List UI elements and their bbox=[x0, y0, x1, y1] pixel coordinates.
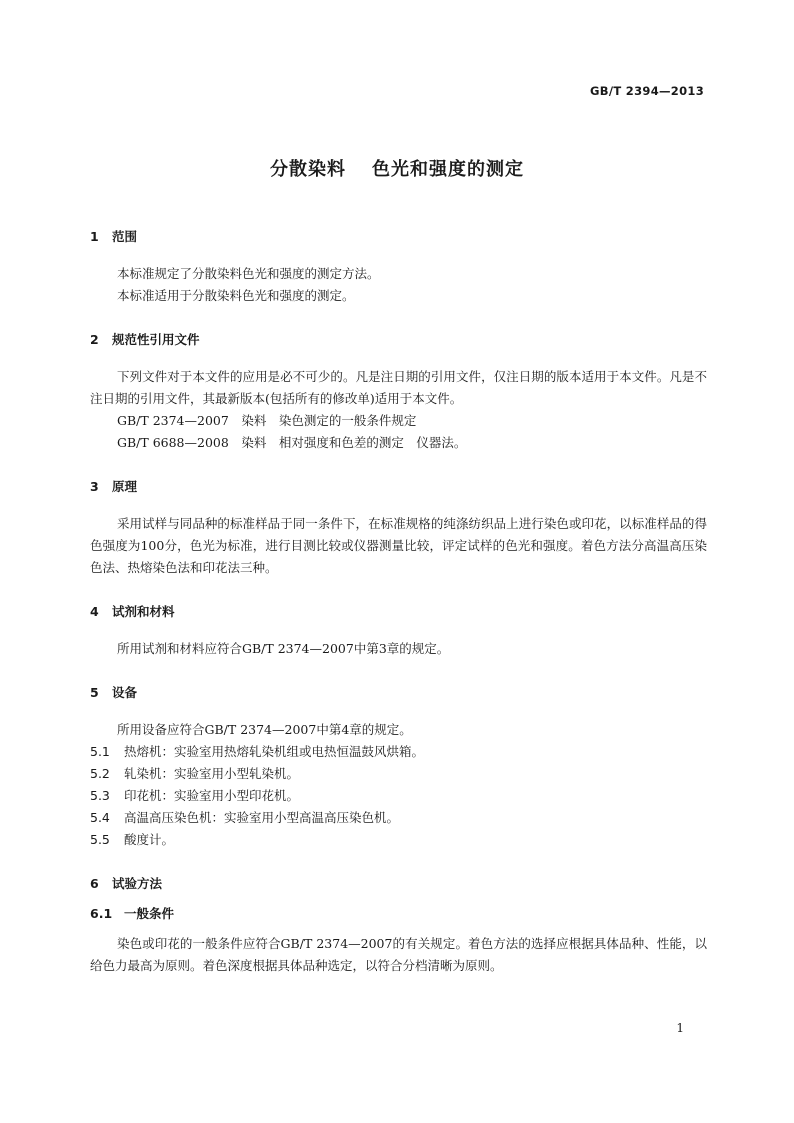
item-number: 5.1 bbox=[90, 744, 110, 759]
document-body bbox=[90, 226, 707, 977]
item-number: 5.5 bbox=[90, 832, 110, 847]
paragraph: 本标准适用于分散染料色光和强度的测定。 bbox=[117, 288, 355, 303]
paragraph: 染色或印花的一般条件应符合GB/T 2374—2007的有关规定。着色方法的选择应根据具体品种、性能，以给色力最高为原则。着色深度根据具体品种选定，以符合分档清晰为原则。 bbox=[90, 936, 707, 973]
page-number: 1 bbox=[676, 1021, 684, 1035]
reference-item: GB/T 6688—2008 染料 相对强度和色差的测定 仪器法。 bbox=[117, 435, 467, 450]
paragraph: 所用设备应符合GB/T 2374—2007中第4章的规定。 bbox=[117, 722, 412, 737]
list-item bbox=[90, 741, 707, 763]
section-title: 规范性引用文件 bbox=[112, 332, 200, 347]
section-title: 设备 bbox=[112, 685, 138, 700]
item-text: 酸度计。 bbox=[124, 832, 175, 847]
section-number: 6 bbox=[90, 876, 99, 891]
item-text: 印花机：实验室用小型印花机。 bbox=[124, 788, 300, 803]
section-number: 1 bbox=[90, 229, 99, 244]
reference-item: GB/T 2374—2007 染料 染色测定的一般条件规定 bbox=[117, 413, 417, 428]
paragraph: 本标准规定了分散染料色光和强度的测定方法。 bbox=[117, 266, 380, 281]
title-part-2: 色光和强度的测定 bbox=[372, 159, 524, 180]
section-title: 范围 bbox=[112, 229, 138, 244]
subsection-number: 6.1 bbox=[90, 906, 113, 921]
section-number: 5 bbox=[90, 685, 99, 700]
section-6-heading bbox=[90, 873, 707, 895]
standard-number: GB/T 2394—2013 bbox=[590, 84, 704, 98]
section-5-heading bbox=[90, 682, 707, 704]
item-text: 热熔机：实验室用热熔轧染机组或电热恒温鼓风烘箱。 bbox=[124, 744, 425, 759]
section-title: 原理 bbox=[112, 479, 138, 494]
paragraph: 所用试剂和材料应符合GB/T 2374—2007中第3章的规定。 bbox=[117, 641, 450, 656]
section-1-heading bbox=[90, 226, 707, 248]
paragraph: 下列文件对于本文件的应用是必不可少的。凡是注日期的引用文件，仅注日期的版本适用于本文件。凡是不注日期的引用文件，其最新版本(包括所有的修改单)适用于本文件。 bbox=[90, 369, 707, 406]
list-item bbox=[90, 763, 707, 785]
section-2-heading bbox=[90, 329, 707, 351]
section-number: 4 bbox=[90, 604, 99, 619]
document-title bbox=[0, 155, 794, 181]
list-item bbox=[90, 807, 707, 829]
item-number: 5.4 bbox=[90, 810, 110, 825]
list-item bbox=[90, 829, 707, 851]
section-4-heading bbox=[90, 601, 707, 623]
section-3-heading bbox=[90, 476, 707, 498]
subsection-title: 一般条件 bbox=[124, 906, 175, 921]
title-part-1: 分散染料 bbox=[270, 159, 346, 180]
list-item bbox=[90, 785, 707, 807]
item-text: 轧染机：实验室用小型轧染机。 bbox=[124, 766, 300, 781]
section-number: 2 bbox=[90, 332, 99, 347]
section-title: 试验方法 bbox=[112, 876, 163, 891]
item-number: 5.3 bbox=[90, 788, 110, 803]
item-text: 高温高压染色机：实验室用小型高温高压染色机。 bbox=[124, 810, 400, 825]
section-title: 试剂和材料 bbox=[112, 604, 175, 619]
subsection-6-1-heading bbox=[90, 903, 707, 925]
section-number: 3 bbox=[90, 479, 99, 494]
item-number: 5.2 bbox=[90, 766, 110, 781]
paragraph: 采用试样与同品种的标准样品于同一条件下，在标准规格的纯涤纺织品上进行染色或印花，以标准样品的得色强度为100分，色光为标准，进行目测比较或仪器测量比较，评定试样的色光和强度。着色方法分高温高压染色法、热熔染色法和印花法三种。 bbox=[90, 516, 707, 575]
